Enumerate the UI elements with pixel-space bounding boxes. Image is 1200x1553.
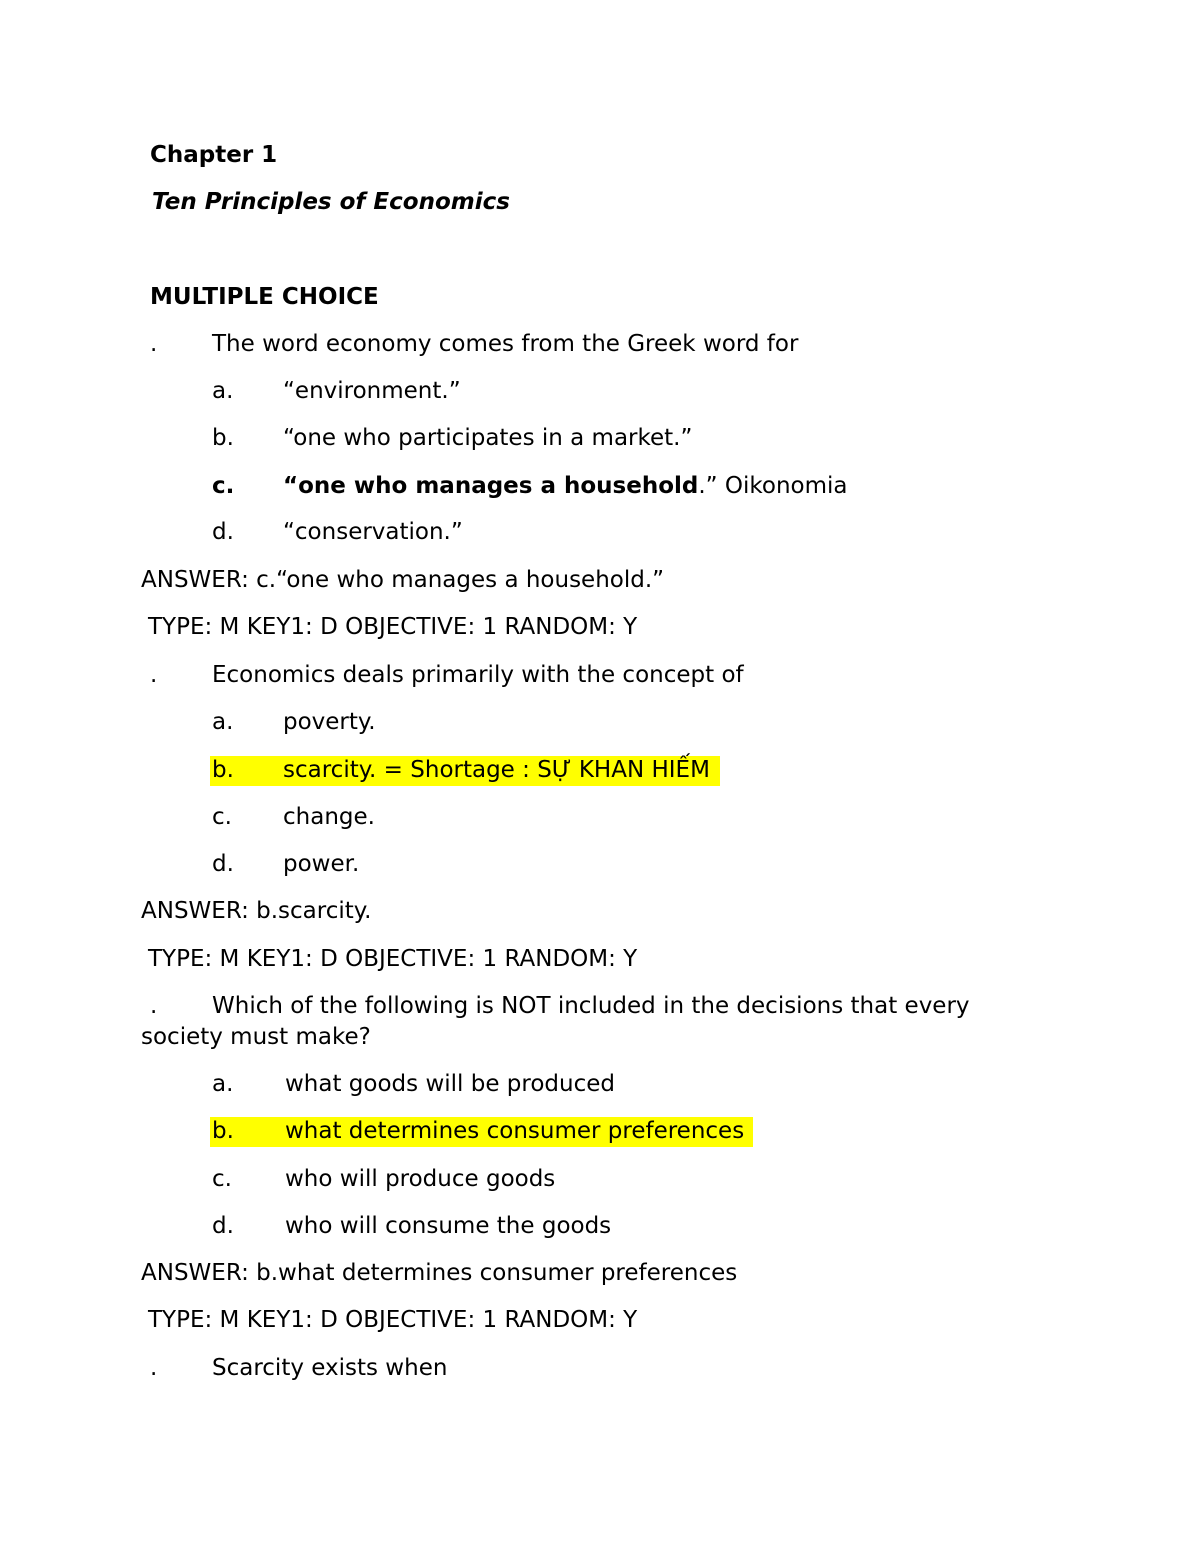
question-stem: The word economy comes from the Greek word for <box>212 331 799 357</box>
option-text-correct: what determines consumer preferences <box>285 1118 745 1144</box>
option-text-correct <box>283 471 848 501</box>
option-text-rest: .” Oikonomia <box>698 473 848 499</box>
option-text-correct: scarcity. = Shortage : SỰ KHAN HIẾM <box>283 757 710 783</box>
option-text: change. <box>283 804 375 830</box>
option-text: power. <box>283 851 360 877</box>
question-marker: . <box>150 993 158 1019</box>
option-letter-correct: c. <box>212 473 235 499</box>
question-stem: Economics deals primarily with the concept of <box>212 662 744 688</box>
question-marker: . <box>150 1355 158 1381</box>
question-marker: . <box>150 331 158 357</box>
option-letter-correct: b. <box>212 757 234 783</box>
option-letter: c. <box>212 804 232 830</box>
question-stem: Scarcity exists when <box>212 1355 448 1381</box>
option-letter: d. <box>212 851 234 877</box>
question-stem-line2: society must make? <box>141 1024 371 1050</box>
option-letter: d. <box>212 1213 234 1239</box>
option-text: “one who participates in a market.” <box>283 425 693 451</box>
chapter-title: Chapter 1 <box>150 142 278 168</box>
option-text-bold: “one who manages a household <box>283 473 699 499</box>
option-text: “environment.” <box>283 378 461 404</box>
meta-line: TYPE: M KEY1: D OBJECTIVE: 1 RANDOM: Y <box>148 614 638 640</box>
option-letter-correct: b. <box>212 1118 234 1144</box>
option-letter: b. <box>212 425 234 451</box>
meta-line: TYPE: M KEY1: D OBJECTIVE: 1 RANDOM: Y <box>148 1307 638 1333</box>
chapter-subtitle: Ten Principles of Economics <box>152 189 510 215</box>
section-heading: MULTIPLE CHOICE <box>150 284 379 310</box>
question-stem-line1: Which of the following is NOT included in the decisions that every <box>212 993 970 1019</box>
question-marker: . <box>150 662 158 688</box>
answer-line: ANSWER: b.what determines consumer preferences <box>141 1260 738 1286</box>
option-letter: a. <box>212 378 234 404</box>
option-text: who will produce goods <box>285 1166 556 1192</box>
option-text: who will consume the goods <box>285 1213 612 1239</box>
option-letter: a. <box>212 1071 234 1097</box>
option-letter: d. <box>212 519 234 545</box>
answer-line: ANSWER: b.scarcity. <box>141 898 372 924</box>
option-letter: a. <box>212 709 234 735</box>
option-letter: c. <box>212 1166 232 1192</box>
option-text: poverty. <box>283 709 376 735</box>
option-text: “conservation.” <box>283 519 463 545</box>
meta-line: TYPE: M KEY1: D OBJECTIVE: 1 RANDOM: Y <box>148 946 638 972</box>
option-text: what goods will be produced <box>285 1071 615 1097</box>
answer-line: ANSWER: c.“one who manages a household.” <box>141 567 665 593</box>
